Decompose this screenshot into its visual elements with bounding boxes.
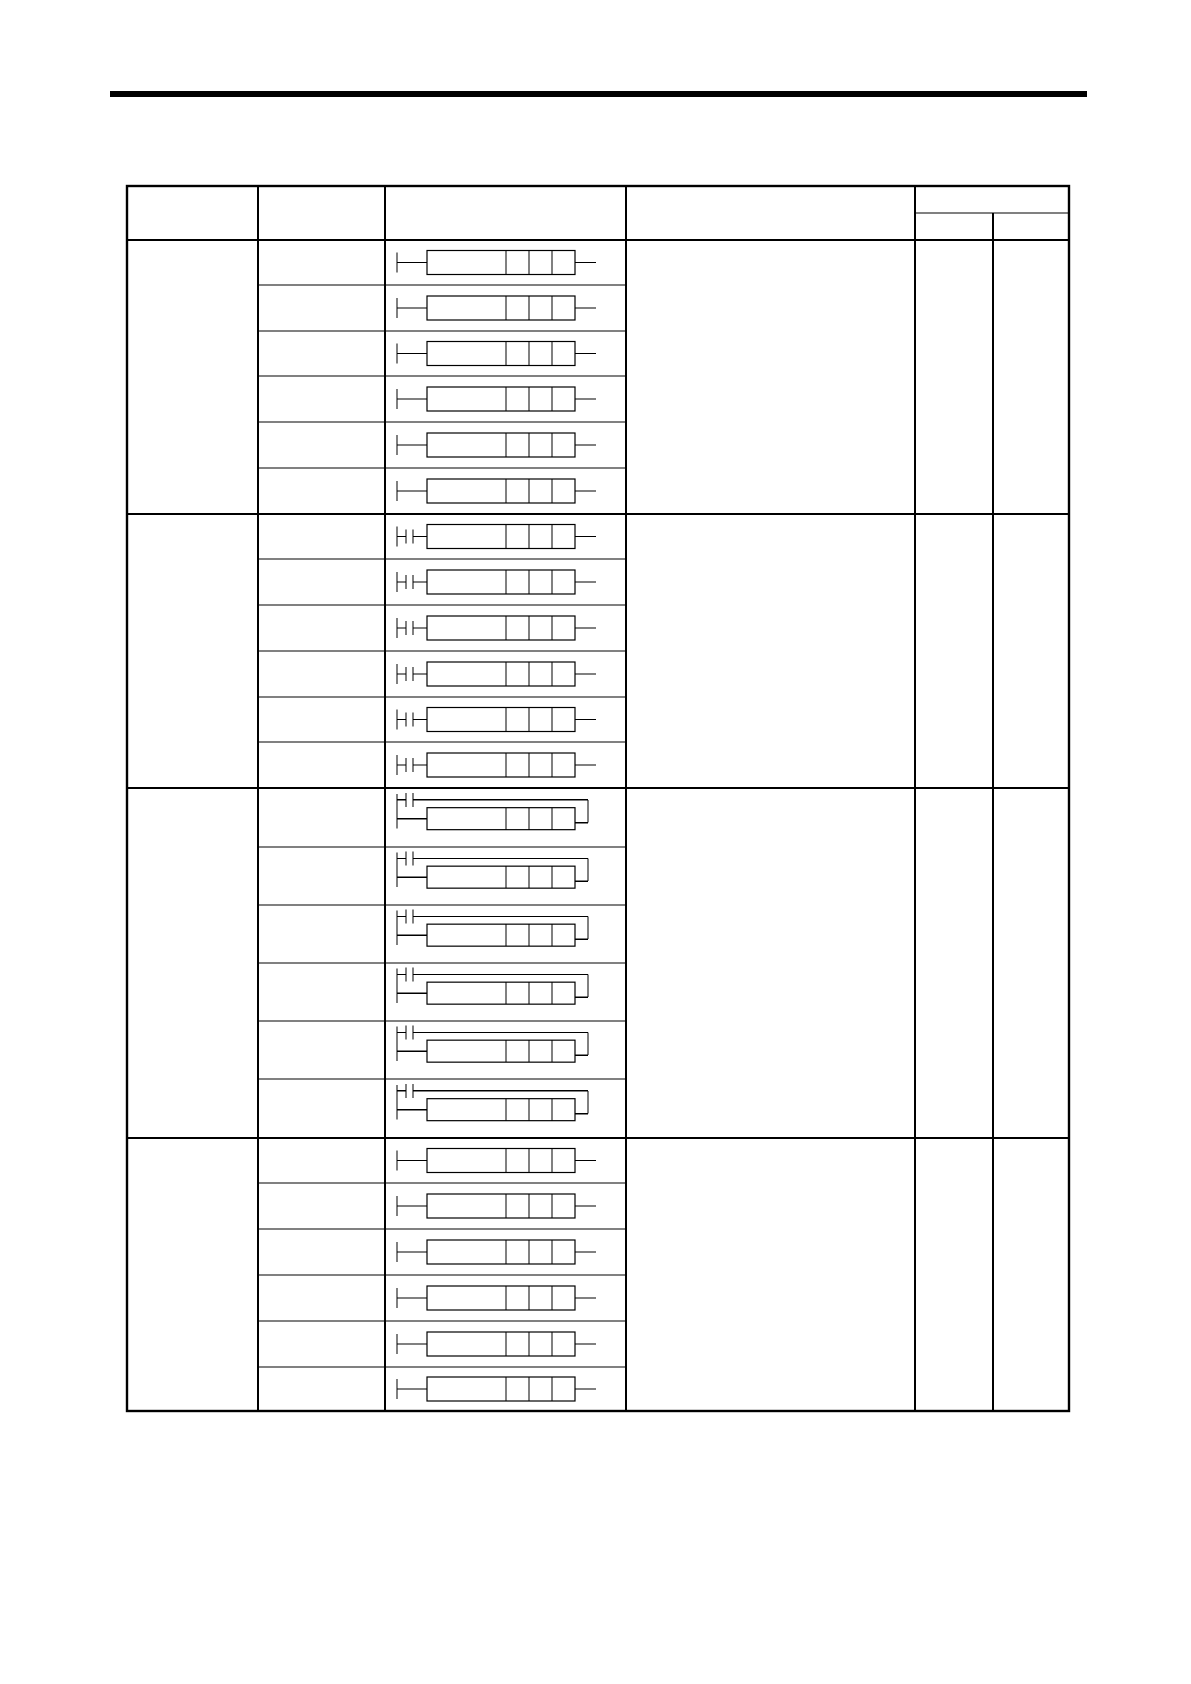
instruction-box bbox=[427, 251, 575, 275]
instruction-box bbox=[427, 525, 575, 549]
table-border bbox=[127, 186, 1069, 1411]
instruction-box bbox=[427, 1377, 575, 1401]
instruction-box bbox=[427, 1286, 575, 1310]
instruction-box bbox=[427, 808, 575, 830]
instruction-box bbox=[427, 753, 575, 777]
instruction-box bbox=[427, 616, 575, 640]
instruction-box bbox=[427, 982, 575, 1004]
instruction-box bbox=[427, 866, 575, 888]
instruction-box bbox=[427, 1240, 575, 1264]
instruction-box bbox=[427, 924, 575, 946]
instruction-box bbox=[427, 662, 575, 686]
instruction-box bbox=[427, 479, 575, 503]
instruction-box bbox=[427, 708, 575, 732]
instruction-box bbox=[427, 1332, 575, 1356]
instruction-box bbox=[427, 296, 575, 320]
instruction-box bbox=[427, 1194, 575, 1218]
instruction-box bbox=[427, 1040, 575, 1062]
instruction-box bbox=[427, 1149, 575, 1173]
instruction-box bbox=[427, 387, 575, 411]
instruction-box bbox=[427, 342, 575, 366]
instruction-box bbox=[427, 570, 575, 594]
instruction-box bbox=[427, 433, 575, 457]
instruction-box bbox=[427, 1099, 575, 1121]
